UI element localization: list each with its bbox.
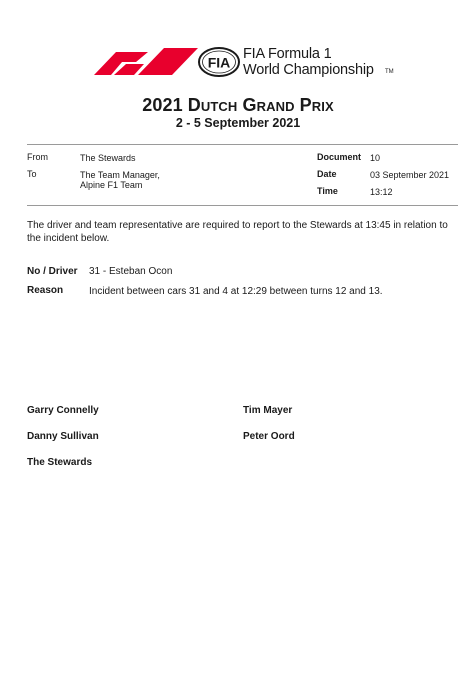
trademark-mark: TM [385,69,394,75]
fia-logo-icon [198,47,240,77]
steward-name: Peter Oord [243,431,295,442]
driver-value: 31 - Esteban Ocon [89,266,173,277]
from-label: From [27,152,48,162]
time-value: 13:12 [370,187,393,197]
time-label: Time [317,186,338,196]
event-dates: 2 - 5 September 2021 [175,116,301,130]
reason-value: Incident between cars 31 and 4 at 12:29 between turns 12 and 13. [89,286,383,297]
org-name-line1: FIA Formula 1 [243,46,332,62]
steward-name: Danny Sullivan [27,431,99,442]
to-label: To [27,169,37,179]
org-name-line2: World Championship [243,62,374,78]
document-title: 2021 Dutch Grand Prix [142,95,334,115]
date-label: Date [317,169,337,179]
steward-name: Tim Mayer [243,405,293,416]
reason-label: Reason [27,285,64,296]
table-bottom-rule [27,205,458,206]
driver-label: No / Driver [27,266,78,277]
to-value-line1: The Team Manager, [80,170,160,180]
f1-logo [94,46,198,76]
document-value: 10 [370,153,381,163]
summons-paragraph: The driver and team representative are required to report to the Stewards at 13:45 in relation to the incident below. [27,220,448,244]
stewards-footer: The Stewards [27,457,93,468]
fia-badge-text: FIA [207,54,231,71]
document-label: Document [317,152,362,162]
table-top-rule [27,144,458,145]
date-value: 03 September 2021 [370,170,450,180]
to-value-line2: Alpine F1 Team [80,180,143,190]
from-value: The Stewards [80,153,136,163]
steward-name: Garry Connelly [27,405,99,416]
